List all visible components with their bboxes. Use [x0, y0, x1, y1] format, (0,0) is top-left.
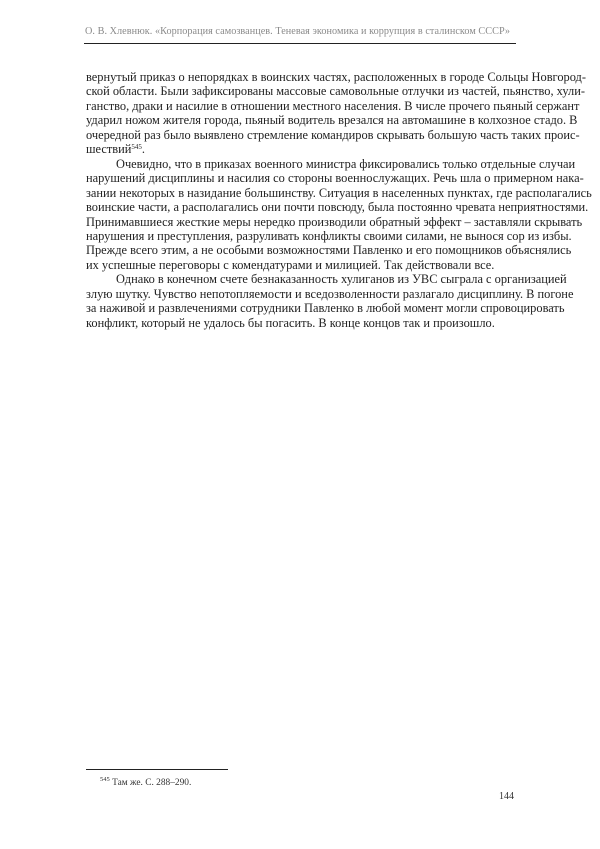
text-line: вернутый приказ о непорядках в воинских частях, расположенных в городе Сольцы Новгород- — [86, 70, 586, 84]
text-line: злую шутку. Чувство непотопляемости и вседозволенности разлагало дисциплину. В погоне — [86, 286, 574, 301]
text-line — [86, 142, 514, 156]
text-line: ской области. Были зафиксированы массовые самовольные отлучки из частей, пьянство, хули- — [86, 84, 585, 99]
text-line: ударил ножом жителя города, пьяный водитель врезался на автомашине в колхозное стадо. В — [86, 113, 578, 128]
text-line: нарушений дисциплины и насилия со стороны военнослужащих. Речь шла о примерном нака- — [86, 171, 584, 186]
footnote-text: Там же. С. 288–290. — [112, 778, 192, 788]
text-line: зании некоторых в назидание большинству. Ситуация в населенных пунктах, где располагались — [86, 185, 592, 200]
text-fragment: шествий — [86, 142, 132, 157]
text-line: за наживой и развлечениями сотрудники Павленко в любой момент могли спровоцировать — [86, 301, 565, 316]
footnote — [100, 778, 191, 788]
page-number: 144 — [499, 791, 514, 802]
header-divider — [84, 43, 516, 44]
text-line: Однако в конечном счете безнаказанность хулиганов из УВС сыграла с организацией — [116, 272, 567, 287]
text-line: воинские части, а располагались они почти повсюду, была постоянно чревата неприятностями. — [86, 200, 589, 215]
text-line: ганство, драки и насилие в отношении местного населения. В числе прочего пьяный сержант — [86, 98, 580, 113]
paragraph-3 — [86, 272, 574, 330]
text-line: Прежде всего этим, а не особыми возможностями Павленко и его помощников объяснялись — [86, 243, 572, 258]
paragraph-2 — [86, 156, 592, 273]
running-header: О. В. Хлевнюк. «Корпорация самозванцев. Теневая экономика и коррупция в сталинском СССР» — [85, 26, 511, 37]
text-line: конфликт, который не удалось бы погасить. В конце концов так и произошло. — [86, 315, 495, 330]
text-line: Очевидно, что в приказах военного министра фиксировались только отдельные случаи — [116, 156, 576, 171]
text-line: Принимавшиеся жесткие меры нередко производили обратный эффект – заставляли скрывать — [86, 214, 583, 229]
paragraph-1 — [86, 70, 586, 157]
text-line: их успешные переговоры с комендатурами и милицией. Так действовали все. — [86, 257, 495, 272]
footnote-number: 545 — [100, 776, 110, 783]
footnote-reference[interactable]: 545 — [131, 143, 142, 152]
footnote-divider — [86, 769, 228, 770]
text-line: очередной раз было выявлено стремление командиров скрывать большую часть таких проис- — [86, 127, 580, 142]
text-fragment: . — [141, 142, 145, 157]
main-text — [86, 70, 592, 330]
text-line: нарушения и преступления, разруливать конфликты своими силами, не вынося сор из избы. — [86, 228, 572, 243]
